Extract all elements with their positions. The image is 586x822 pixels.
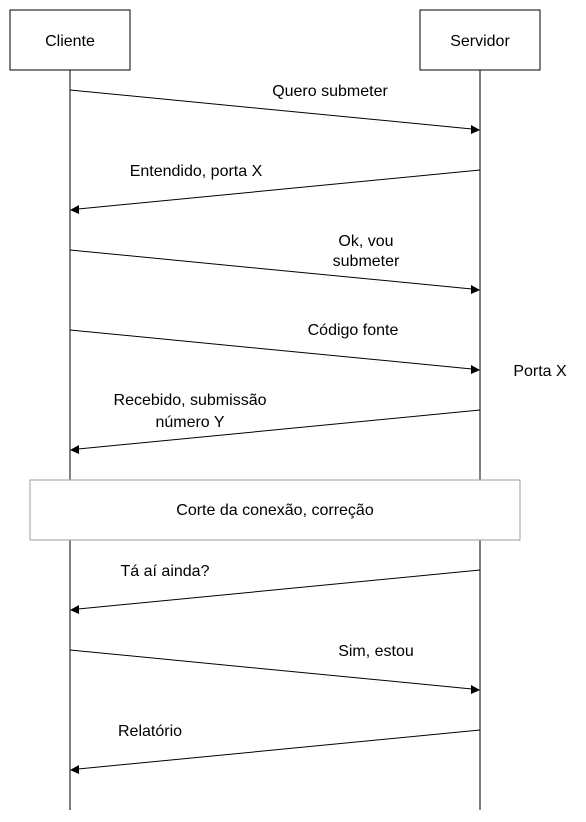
- connection-break-band: [30, 480, 520, 540]
- client-label: Cliente: [45, 33, 95, 50]
- message-1: [70, 83, 480, 134]
- port-note: Porta X: [513, 363, 567, 380]
- message-5-arrowhead: [70, 445, 79, 454]
- message-4-arrow: [70, 330, 472, 369]
- client-participant: [10, 10, 130, 70]
- message-6-arrowhead: [70, 605, 79, 614]
- message-3-label-line-2: submeter: [332, 253, 400, 270]
- message-3: [70, 233, 480, 294]
- message-4-label: Código fonte: [307, 322, 399, 339]
- connection-break-label: Corte da conexão, correção: [176, 502, 374, 519]
- message-7: [70, 643, 480, 694]
- message-2-arrowhead: [70, 205, 79, 214]
- server-participant: [420, 10, 540, 70]
- message-1-arrowhead: [471, 125, 480, 134]
- message-6: [70, 563, 480, 614]
- message-3-arrow: [70, 250, 472, 289]
- message-8: [70, 723, 480, 774]
- message-8-label: Relatório: [117, 723, 183, 740]
- message-5: [70, 392, 480, 454]
- message-8-arrowhead: [70, 765, 79, 774]
- message-5-arrow: [78, 410, 480, 449]
- message-3-arrowhead: [471, 285, 480, 294]
- message-1-label: Quero submeter: [272, 83, 388, 100]
- message-7-label: Sim, estou: [338, 643, 414, 660]
- message-2-label: Entendido, porta X: [129, 163, 263, 180]
- message-6-label: Tá aí ainda?: [120, 563, 210, 580]
- message-5-label-line-2: número Y: [155, 414, 225, 431]
- message-4-arrowhead: [471, 365, 480, 374]
- message-3-label-line-1: Ok, vou: [338, 233, 394, 250]
- server-label: Servidor: [450, 33, 510, 50]
- message-5-label-line-1: Recebido, submissão: [113, 392, 267, 409]
- message-2: [70, 163, 480, 214]
- message-1-arrow: [70, 90, 472, 129]
- message-7-arrowhead: [471, 685, 480, 694]
- message-4: [70, 322, 480, 374]
